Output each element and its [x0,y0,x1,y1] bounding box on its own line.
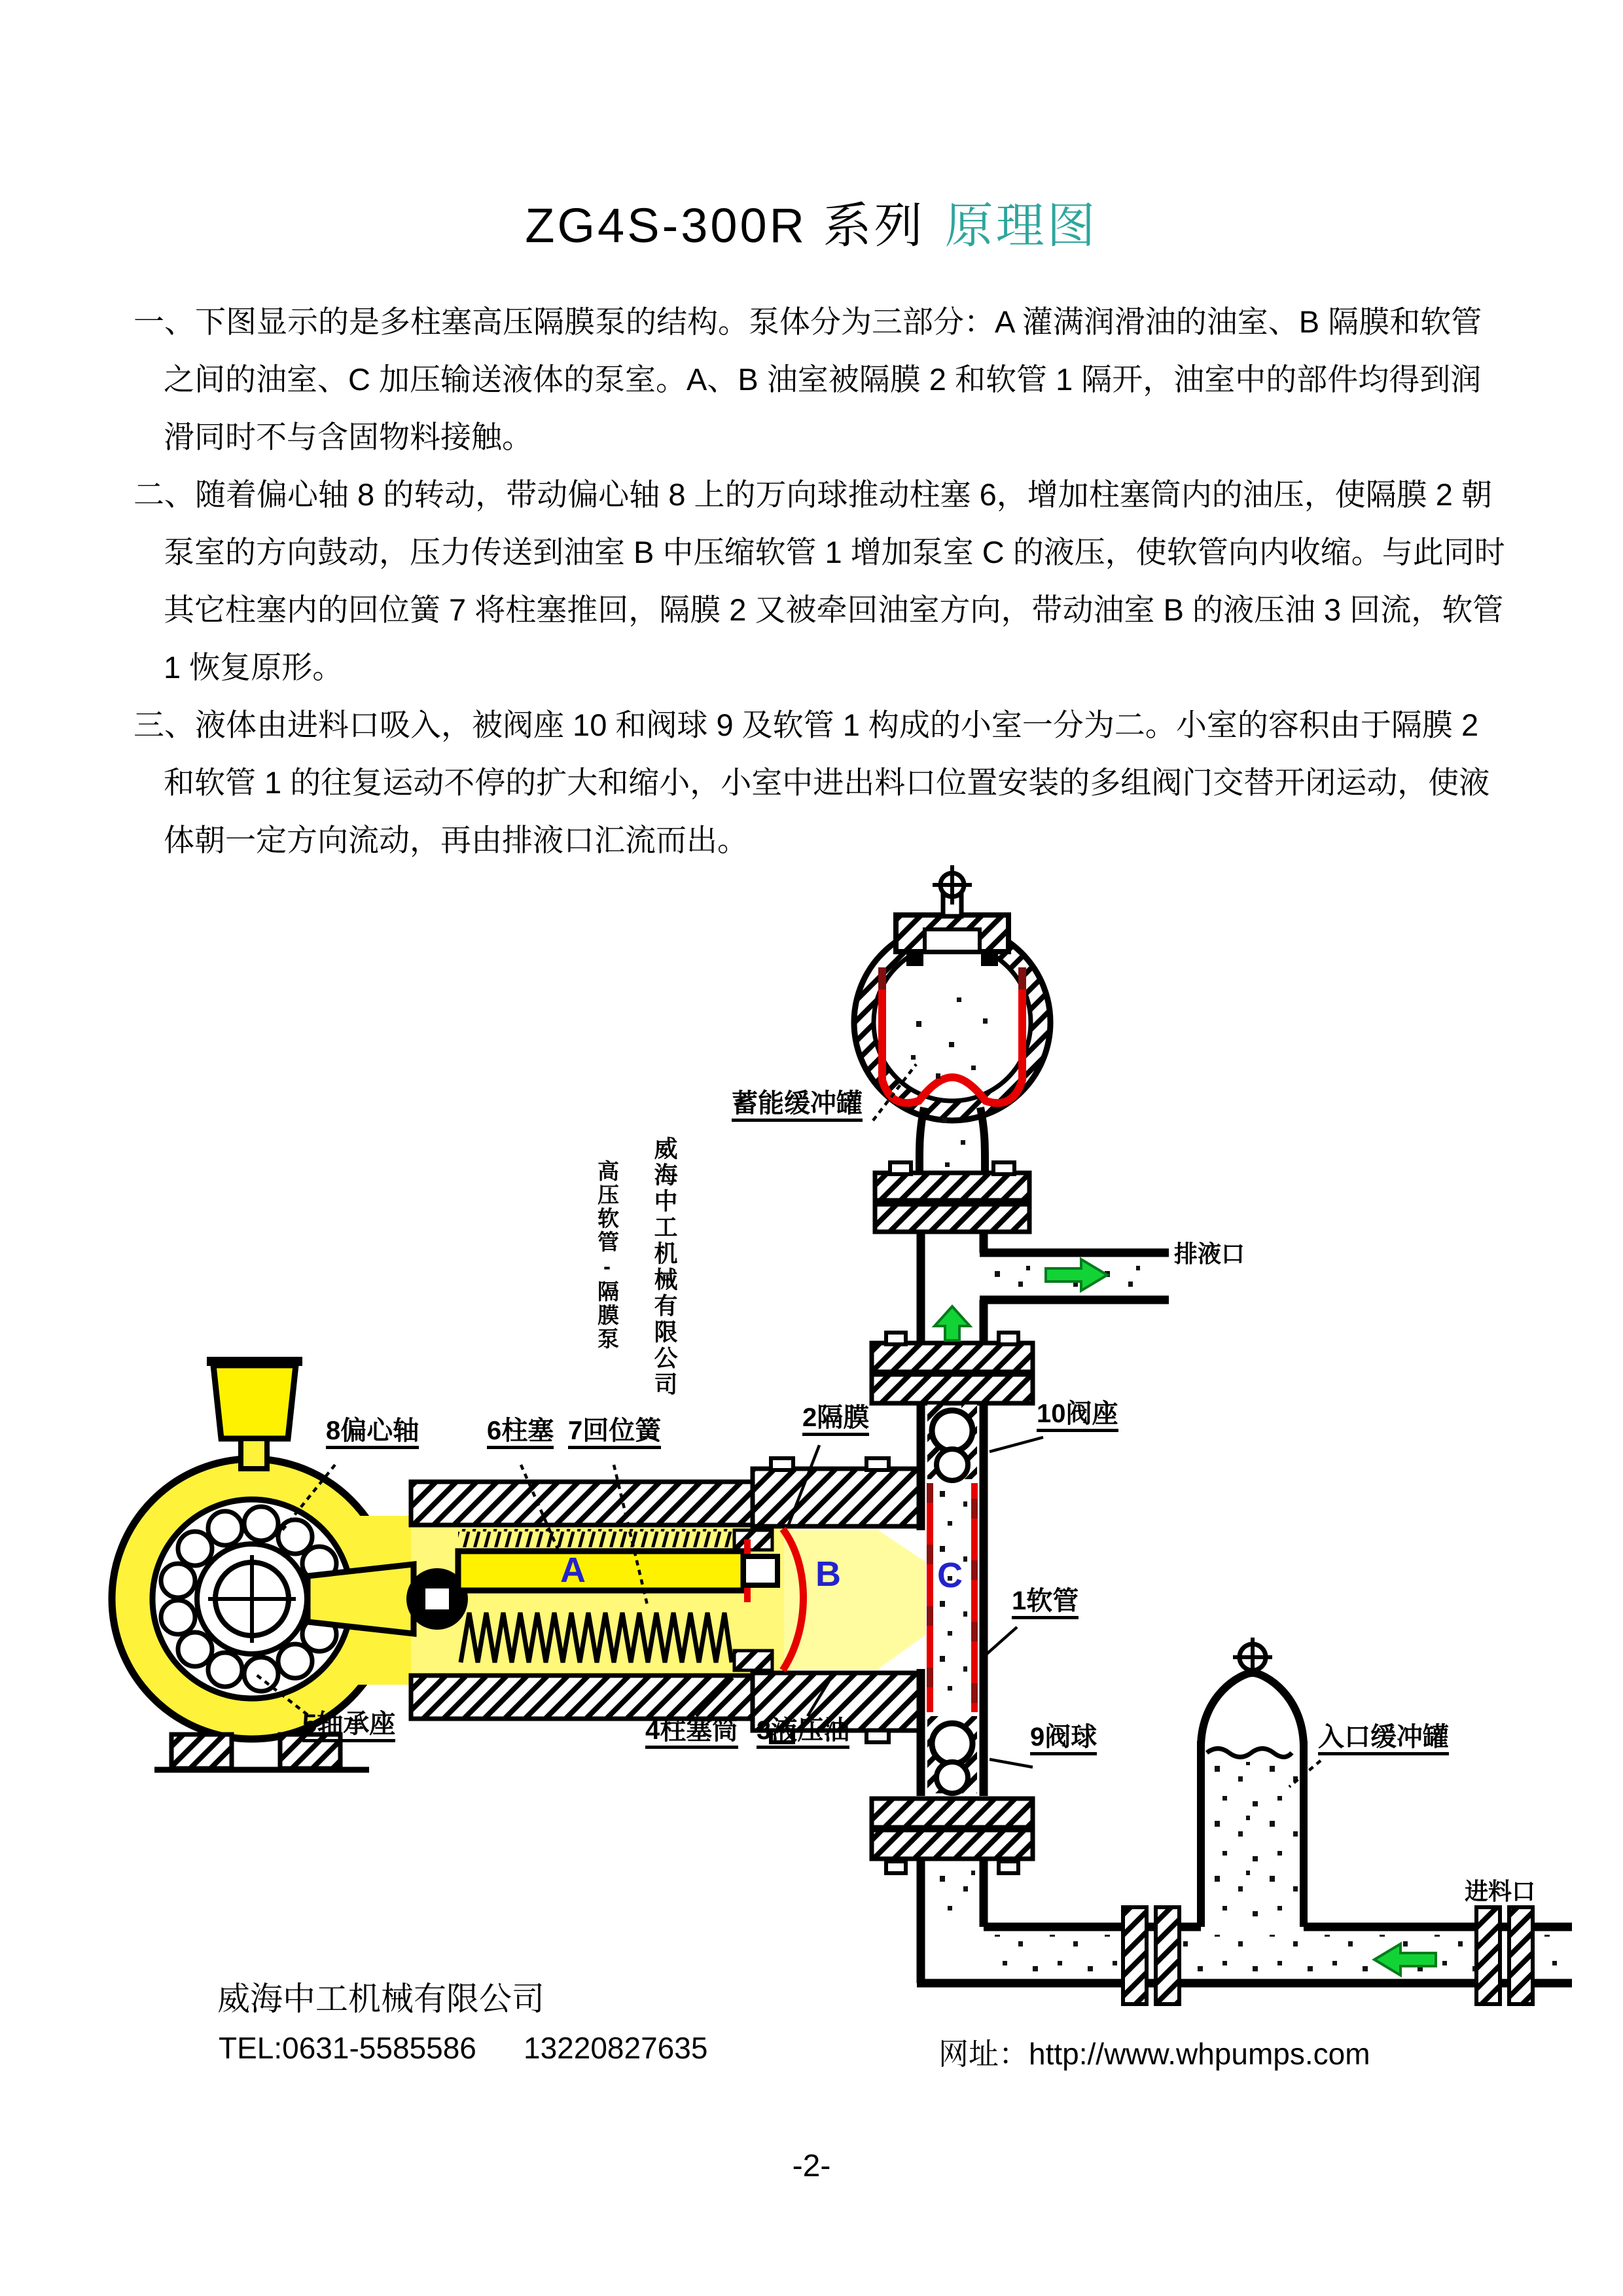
title-model: ZG4S-300R 系列 [525,198,925,253]
flow-arrow-up [935,1306,970,1340]
label-inlet-port: 进料口 [1465,1878,1536,1905]
zone-letter-b: B [815,1554,841,1594]
zone-letter-c: C [937,1556,963,1595]
plunger-rod [458,1551,743,1590]
label-plunger-cylinder-4: 4柱塞筒 [645,1717,738,1749]
paragraph-3-text: 液体由进料口吸入，被阀座 10 和阀球 9 及软管 1 构成的小室一分为二。小室的容积由于隔膜 2 和软管 1 的往复运动不停的扩大和缩小，小室中进出料口位置安装的多组阀门交替开闭运动，使液体朝一定方向流动，再由排液口汇流而出。 [164,708,1490,857]
watermark-company: 威海中工机械有限公司 [651,1136,678,1398]
label-inlet-tank: 入口缓冲罐 [1318,1724,1449,1755]
upper-valve-seat [936,1449,968,1480]
zone-letter-a: A [560,1551,586,1590]
footer-phone: 13220827635 [524,2031,708,2065]
label-outlet-port: 排液口 [1174,1240,1245,1267]
title-accent: 原理图 [944,198,1098,253]
valve-pipe-column [872,1232,1169,1873]
label-diaphragm-2: 2隔膜 [802,1405,869,1436]
label-valve-seat-10: 10阀座 [1037,1401,1118,1432]
connecting-rod [308,1564,414,1634]
paragraph-1-marker: 一、 [134,304,195,339]
watermark-product: 高压软管-隔膜泵 [595,1160,619,1351]
inlet-buffer-tank [1201,1638,1304,1927]
paragraph-1-text: 下图显示的是多柱塞高压隔膜泵的结构。泵体分为三部分：A 灌满润滑油的油室、B 隔膜和软管之间的油室、C 加压输送液体的泵室。A、B 油室被隔膜 2 和软管 1 隔开，油室中的部件均得到润滑同时不与含固物料接触。 [164,304,1482,454]
page-number: -2- [792,2149,831,2183]
footer-tel: TEL:0631-5585586 [219,2031,476,2065]
label-plunger-6: 6柱塞 [487,1418,554,1449]
footer-website: 网址：http://www.whpumps.com [938,2037,1370,2071]
accumulator-dome [854,865,1050,1232]
paragraph-2-marker: 二、 [134,477,195,512]
label-accumulator: 蓄能缓冲罐 [732,1090,863,1122]
upper-valve-ball [932,1410,972,1451]
label-valve-ball-9: 9阀球 [1030,1724,1097,1755]
spring-top [458,1529,733,1547]
oil-cup [207,1361,302,1469]
footer-company: 威海中工机械有限公司 [217,1981,544,2017]
paragraph-3-marker: 三、 [134,708,195,742]
label-return-spring-7: 7回位簧 [568,1418,661,1449]
label-bearing-5: 5轴承座 [302,1711,395,1742]
paragraph-2-text: 随着偏心轴 8 的转动，带动偏心轴 8 上的万向球推动柱塞 6，增加柱塞筒内的油压，使隔膜 2 朝泵室的方向鼓动，压力传送到油室 B 中压缩软管 1 增加泵室 C 的液压，使软管向内收缩。与此同时其它柱塞内的回位簧 7 将柱塞推回，隔膜 2 又被牵回油室方向，带动油室 B 的液压油 3 回流，软管 1 恢复原形。 [164,477,1505,685]
label-eccentric-shaft-8: 8偏心轴 [326,1418,419,1449]
label-hydraulic-oil-3: 3液压油 [757,1717,849,1749]
label-hose-1: 1软管 [1012,1588,1079,1619]
lower-valve-ball [932,1723,972,1764]
lower-valve-seat [936,1762,968,1793]
